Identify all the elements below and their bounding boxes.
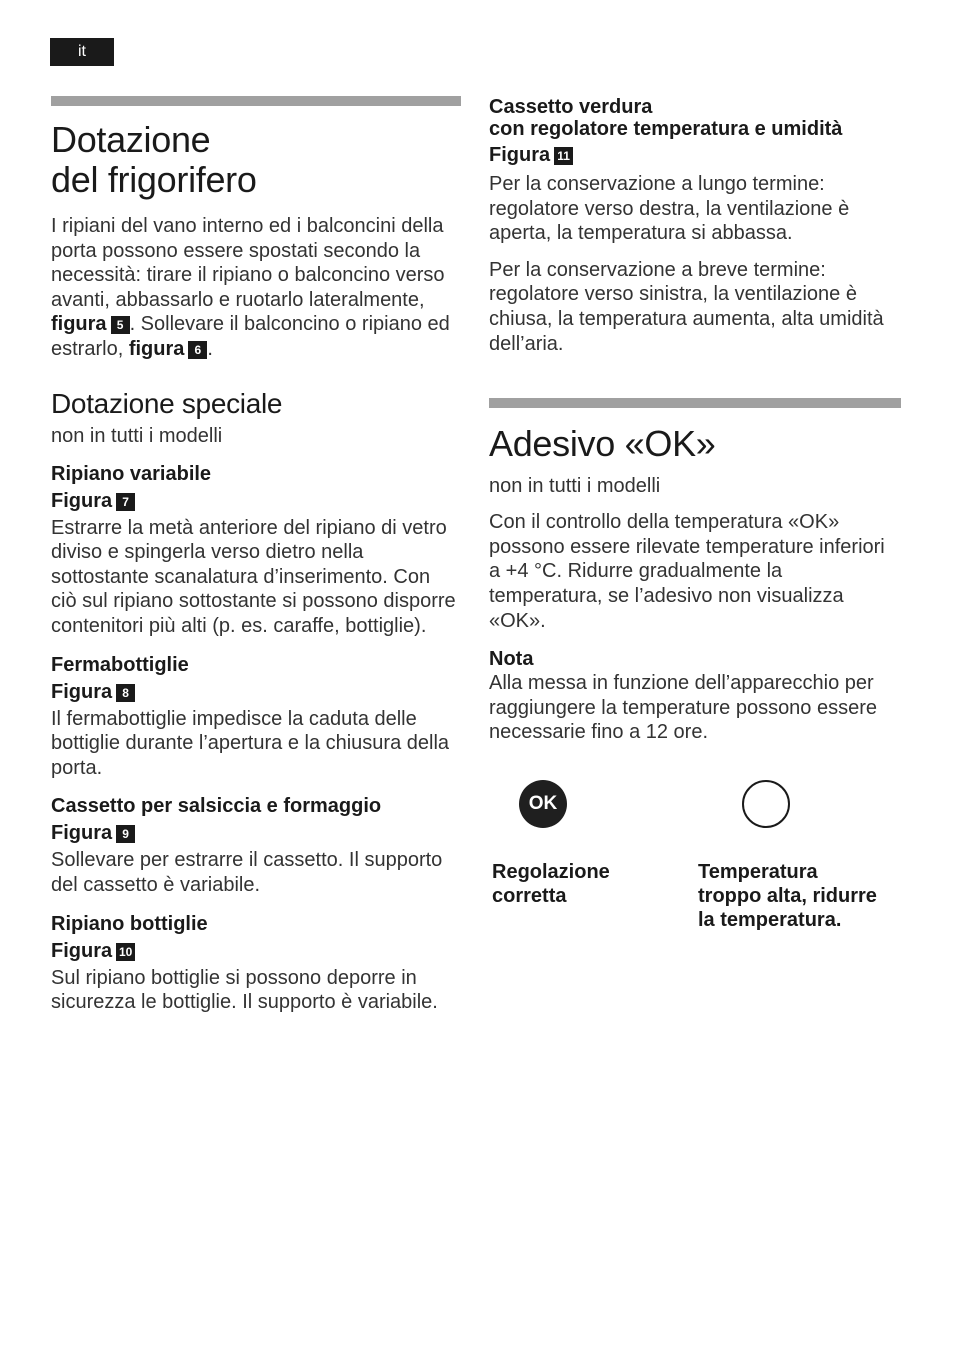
intro-text-3: .: [207, 337, 213, 360]
vegetable-drawer-section: [489, 96, 901, 356]
section-rule: [51, 96, 461, 106]
item-title: Ripiano bottiglie: [51, 912, 208, 935]
vegetable-drawer-long-term: Per la conservazione a lungo termine: regolatore verso destra, la ventilazione è aperta, la temperatura si abbassa.: [489, 173, 850, 245]
figure-number-badge: 9: [116, 825, 135, 843]
item-bottle-shelf: [51, 912, 461, 1015]
figure-word: Figura: [51, 822, 113, 845]
ok-indicator-icon: OK: [519, 780, 567, 828]
item-variable-shelf: [51, 462, 461, 639]
figure-word: Figura: [51, 939, 113, 962]
item-title: Cassetto per salsiccia e formaggio: [51, 795, 382, 818]
figure-ref-word: figura: [128, 337, 185, 360]
item-title: Ripiano variabile: [51, 462, 212, 485]
figure-number-badge: 5: [111, 316, 130, 334]
item-text: Estrarre la metà anteriore del ripiano di vetro diviso e spingerla verso dietro nella sottostante scanalatura d’inserimento. Con ciò sul ripiano sottostante si possono disporre contenitori più alti (p. es. caraffe, bottiglie).: [51, 516, 456, 637]
figure-word: Figura: [51, 489, 113, 512]
nota-title: Nota: [489, 648, 534, 671]
figure-number-badge: 7: [116, 493, 135, 511]
nota-text: Alla messa in funzione dell’apparecchio per raggiungere la temperature possono essere necessarie fino a 12 ore.: [489, 672, 878, 744]
item-figure-ref: [51, 486, 461, 516]
language-tag: it: [50, 38, 114, 66]
figure-ref-word: figura: [51, 313, 107, 336]
item-bottle-stop: [51, 653, 461, 781]
item-title: Fermabottiglie: [51, 653, 189, 676]
item-figure-ref: [51, 818, 461, 848]
label-correct-setting: Regolazione corretta: [492, 861, 610, 907]
item-text: Il fermabottiglie impedisce la caduta delle bottiglie durante l’apertura e la chiusura della porta.: [51, 707, 450, 779]
models-note: non in tutti i modelli: [489, 475, 661, 498]
models-note: non in tutti i modelli: [51, 424, 223, 447]
figure-number-badge: 11: [554, 147, 573, 165]
item-text: Sollevare per estrarre il cassetto. Il supporto del cassetto è variabile.: [51, 849, 443, 896]
figure-number-badge: 8: [116, 684, 135, 702]
vegetable-drawer-title: Cassetto verdura con regolatore temperatura e umidità: [489, 96, 843, 140]
left-column: [51, 96, 461, 1029]
item-figure-ref: [51, 936, 461, 966]
section-title-fridge-equipment: Dotazione del frigorifero: [51, 119, 257, 200]
intro-text-1: I ripiani del vano interno ed i balconcini della porta possono essere spostati secondo la necessità: tirare il ripiano o balconcino verso avanti, abbassarlo e ruotarlo lateralmente,: [51, 215, 445, 311]
figure-number-badge: 10: [116, 943, 135, 961]
vegetable-drawer-figure-ref: [489, 140, 901, 170]
label-temperature-too-high: Temperatura troppo alta, ridurre la temperatura.: [698, 861, 877, 931]
intro-text-2: . Sollevare il balconcino o ripiano ed estrarlo,: [51, 313, 450, 360]
ok-sticker-text: Con il controllo della temperatura «OK» possono essere rilevate temperature inferiori a +4 °C. Ridurre gradualmente la temperatura, se l’adesivo non visualizza «OK».: [489, 511, 885, 632]
vegetable-drawer-short-term: Per la conservazione a breve termine: regolatore verso sinistra, la ventilazione è chiusa, la temperatura aumenta, alta umidità dell’aria.: [489, 258, 884, 355]
item-text: Sul ripiano bottiglie si possono deporre in sicurezza le bottiglie. Il supporto è variabile.: [51, 966, 438, 1014]
figure-number-badge: 6: [188, 341, 207, 359]
figure-word: Figura: [51, 680, 113, 703]
special-equipment-title: Dotazione speciale: [51, 387, 283, 419]
intro-paragraph: [51, 214, 461, 362]
section-title-ok-sticker: Adesivo «OK»: [489, 423, 716, 465]
right-column: [489, 96, 901, 745]
item-figure-ref: [51, 677, 461, 707]
blank-indicator-icon: [742, 780, 790, 828]
section-rule: [489, 398, 901, 408]
figure-word: Figura: [489, 144, 551, 166]
item-sausage-cheese-drawer: [51, 794, 461, 897]
